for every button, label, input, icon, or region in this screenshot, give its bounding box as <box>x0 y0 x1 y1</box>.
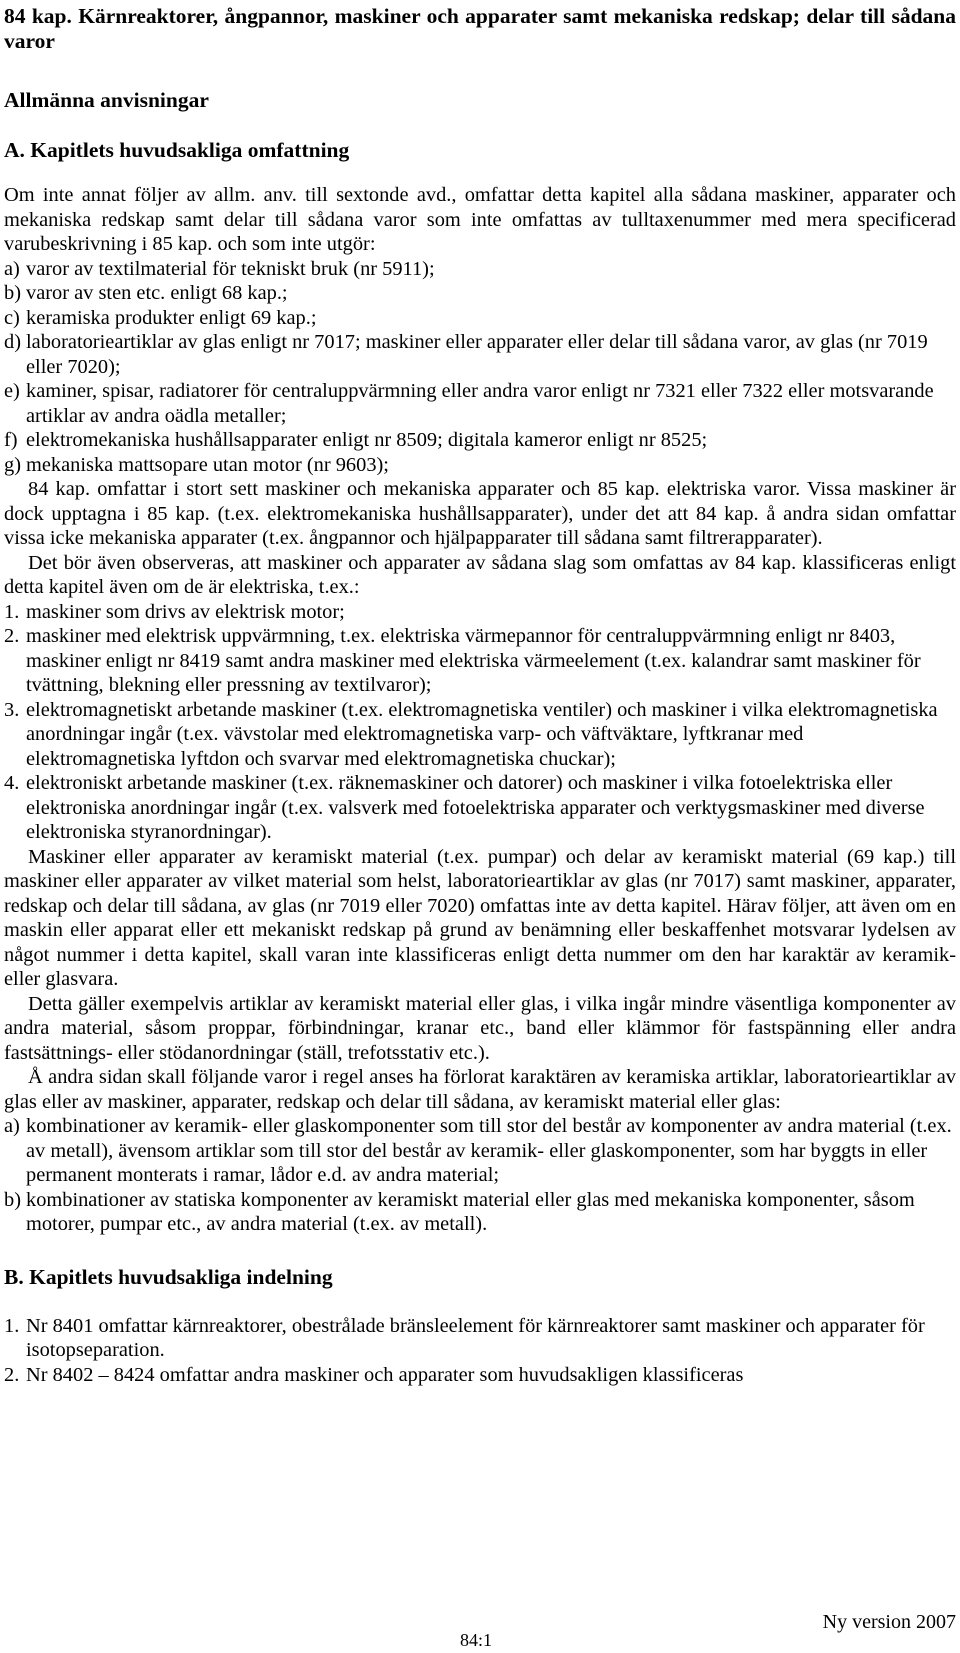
list-label: 1. <box>4 600 20 623</box>
list-label: 2. <box>4 1363 20 1386</box>
list-item <box>4 1188 956 1237</box>
list-label: b) <box>4 282 21 304</box>
list-text: varor av textilmaterial för tekniskt bruk (nr 5911); <box>26 257 435 280</box>
list-label: 1. <box>4 1314 20 1337</box>
list-item <box>4 379 956 428</box>
list-text: keramiska produkter enligt 69 kap.; <box>26 306 317 329</box>
list-text: elektroniskt arbetande maskiner (t.ex. räknemaskiner och datorer) och maskiner i vilka fotoelektriska eller elektroniska anordningar ingår (t.ex. valsverk med fotoelektriska apparater och verktygsmaskiner med diverse elektroniska styranordningar). <box>26 772 925 843</box>
list-item <box>4 330 956 379</box>
list-label: f) <box>4 429 18 451</box>
list-label: 2. <box>4 625 20 647</box>
list-item <box>4 281 956 306</box>
page-number: 84:1 <box>460 1630 493 1650</box>
list-label: 3. <box>4 698 20 721</box>
list-text: elektromagnetiskt arbetande maskiner (t.ex. elektromagnetiska ventiler) och maskiner i vilka elektromagnetiska anordningar ingår (t.ex. vävstolar med elektromagnetiska varp- och väftväktare, lyftkranar med elektromagnetiska lyftdon och svarvar med elektromagnetiska chuckar); <box>26 698 938 770</box>
list-text: kombinationer av keramik- eller glaskomponenter som till stor del består av komponenter av andra material (t.ex. av metall), ävensom artiklar som till stor del består av keramik- eller glaskomponenter, som har byggts in eller permanent monterats i ramar, lådor e.d. av andra material; <box>26 1115 952 1186</box>
list-item <box>4 698 956 772</box>
paragraph-other-side: Å andra sidan skall följande varor i regel anses ha förlorat karaktären av keramiska artiklar, laboratorieartiklar av glas eller av maskiner, apparater, redskap och delar till sådana, av keramiskt material eller glas: <box>4 1066 956 1113</box>
list-item <box>4 428 956 453</box>
list-text: kombinationer av statiska komponenter av keramiskt material eller glas med mekaniska komponenter, såsom motorer, pumpar etc., av andra material (t.ex. av metall). <box>26 1188 915 1235</box>
list-label: c) <box>4 306 20 329</box>
list-text: Nr 8401 omfattar kärnreaktorer, obestrålade bränsleelement för kärnreaktorer samt maskiner och apparater för isotopseparation. <box>26 1314 925 1361</box>
list-text: kaminer, spisar, radiatorer för centraluppvärmning eller andra varor enligt nr 7321 eller 7322 eller motsvarande artiklar av andra oädla metaller; <box>26 380 934 427</box>
list-item <box>4 771 956 845</box>
list-text: mekaniska mattsopare utan motor (nr 9603); <box>26 453 389 476</box>
electric-examples-list <box>4 600 956 845</box>
scope-intro: Om inte annat följer av allm. anv. till sextonde avd., omfattar detta kapitel alla sådana maskiner, apparater och mekaniska redskap samt delar till sådana varor som inte omfattas av tulltaxenummer med mera specificerad varubeskrivning i 85 kap. och som inte utgör: <box>4 184 956 255</box>
list-label: e) <box>4 380 20 402</box>
paragraph-applies: Detta gäller exempelvis artiklar av keramiskt material eller glas, i vilka ingår mindre väsentliga komponenter av andra material, såsom proppar, förbindningar, kranar etc., band eller klämmor för fastspänning eller andra fastsättnings- eller stödanordningar (ställ, trefotsstativ etc.). <box>4 992 956 1064</box>
section-a-heading: A. Kapitlets huvudsakliga omfattning <box>4 138 350 162</box>
list-text: Nr 8402 – 8424 omfattar andra maskiner och apparater som huvudsakligen klassificeras <box>26 1363 744 1386</box>
document-page <box>4 4 956 1387</box>
list-text: varor av sten etc. enligt 68 kap.; <box>26 282 288 304</box>
list-label: 4. <box>4 772 20 794</box>
list-item <box>4 1314 956 1363</box>
list-item <box>4 453 956 478</box>
list-text: maskiner som drivs av elektrisk motor; <box>26 600 345 623</box>
paragraph-observe: Det bör även observeras, att maskiner och apparater av sådana slag som omfattas av 84 kap. klassificeras enligt detta kapitel även om de är elektriska, t.ex.: <box>4 551 956 598</box>
chapter-title: 84 kap. Kärnreaktorer, ångpannor, maskiner och apparater samt mekaniska redskap; delar till sådana varor <box>4 4 956 53</box>
list-item <box>4 600 956 625</box>
section-b-heading: B. Kapitlets huvudsakliga indelning <box>4 1264 333 1289</box>
list-text: maskiner med elektrisk uppvärmning, t.ex. elektriska värmepannor för centraluppvärmning enligt nr 8403, maskiner enligt nr 8419 samt andra maskiner med elektriska värmeelement (t.ex. kalandrar samt maskiner för tvättning, blekning eller pressning av textilvaror); <box>26 625 921 696</box>
section-b-list <box>4 1314 956 1388</box>
paragraph-84-85: 84 kap. omfattar i stort sett maskiner och mekaniska apparater och 85 kap. elektriska varor. Vissa maskiner är dock upptagna i 85 kap. (t.ex. elektromekaniska hushållsapparater), under det att 84 kap. å andra sidan omfattar vissa icke mekaniska apparater (t.ex. ångpannor och hjälpapparater till sådana samt filtrerapparater). <box>4 478 956 549</box>
paragraph-ceramic: Maskiner eller apparater av keramiskt material (t.ex. pumpar) och delar av keramiskt material (69 kap.) till maskiner eller apparater av vilket material som helst, laboratorieartiklar av glas (nr 7017) samt maskiner, apparater, redskap och delar till sådana, av glas (nr 7019 eller 7020) omfattas inte av detta kapitel. Härav följer, att även om en maskin eller apparat eller ett mekaniskt redskap på grund av benämning eller beskaffenhet motsvarar lydelsen av något nummer i detta kapitel, skall varan inte klassificeras enligt detta nummer om den har karaktär av keramik- eller glasvara. <box>4 845 956 990</box>
list-label: a) <box>4 1115 20 1137</box>
list-item <box>4 1114 956 1188</box>
lost-character-list <box>4 1114 956 1237</box>
list-item <box>4 1363 956 1388</box>
list-label: d) <box>4 331 21 353</box>
list-text: elektromekaniska hushållsapparater enligt nr 8509; digitala kameror enligt nr 8525; <box>26 429 708 451</box>
list-label: g) <box>4 453 21 476</box>
exclusion-list <box>4 257 956 478</box>
list-item <box>4 257 956 282</box>
list-text: laboratorieartiklar av glas enligt nr 7017; maskiner eller apparater eller delar till sådana varor, av glas (nr 7019 eller 7020); <box>26 331 928 378</box>
list-item <box>4 306 956 331</box>
list-label: a) <box>4 257 20 280</box>
list-item <box>4 624 956 698</box>
general-instructions-heading: Allmänna anvisningar <box>4 88 209 112</box>
version-note: Ny version 2007 <box>822 1611 956 1633</box>
list-label: b) <box>4 1188 21 1211</box>
